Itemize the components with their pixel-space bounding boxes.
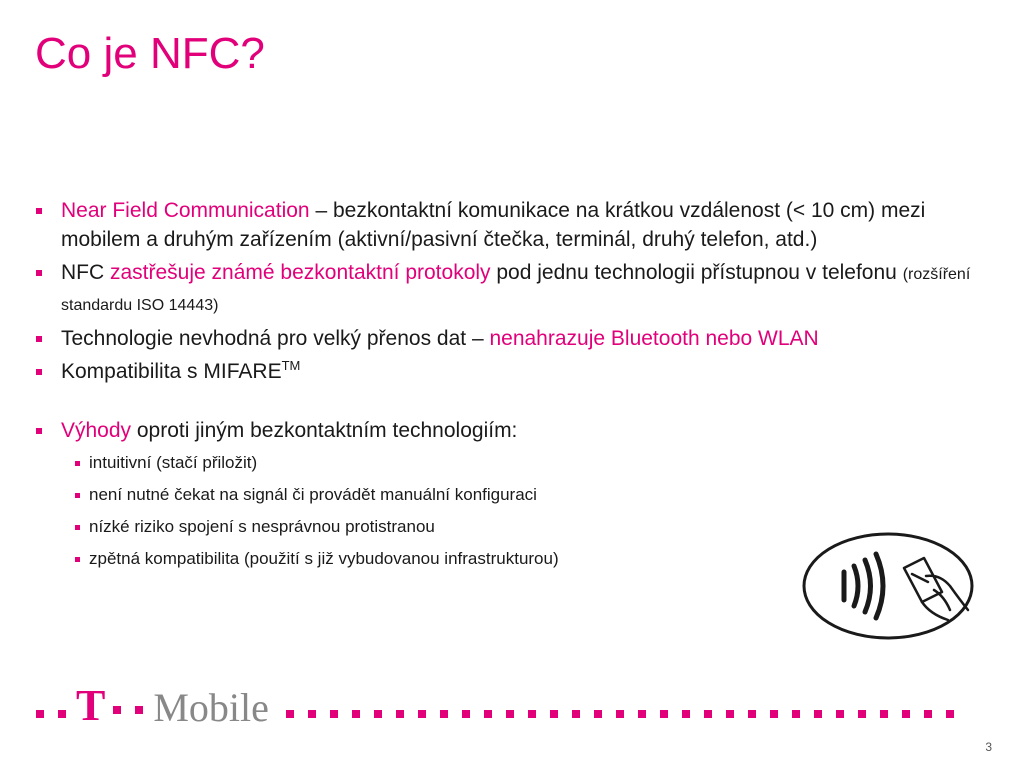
sub-bullet: intuitivní (stačí přiložit) <box>75 451 996 475</box>
footer-dots-left <box>36 710 66 718</box>
bullet-text: – bezkontaktní komunikace na krátkou vzdálenost (< 10 cm) mezi mobilem a druhým zařízením (aktivní/pasivní čtečka, terminál, druhý telefon, atd.) <box>61 199 926 251</box>
bullet-nfc-protocols <box>36 258 996 320</box>
sub-bullet: zpětná kompatibilita (použití s již vybudovanou infrastrukturou) <box>75 547 996 571</box>
sub-bullet: není nutné čekat na signál či provádět manuální konfiguraci <box>75 483 996 507</box>
sub-bullet: nízké riziko spojení s nesprávnou protistranou <box>75 515 996 539</box>
bullet-highlight: Výhody <box>61 419 132 442</box>
bullet-text: oproti jiným bezkontaktním technologiím: <box>131 419 518 442</box>
bullet-nfc-definition <box>36 196 996 254</box>
trademark-sup: TM <box>281 358 301 373</box>
slide-content <box>36 196 996 579</box>
tmobile-logo <box>76 681 269 730</box>
bullet-highlight: nenahrazuje Bluetooth nebo WLAN <box>489 327 819 350</box>
bullet-note: (rozšíření standardu ISO 14443) <box>61 266 971 314</box>
bullet-pre: Technologie nevhodná pro velký přenos dat – <box>61 327 490 350</box>
bullet-mifare <box>36 357 996 386</box>
page-number: 3 <box>985 740 992 754</box>
bullet-data-transfer <box>36 324 996 353</box>
footer-dots-right <box>286 710 954 718</box>
brand-name: Mobile <box>153 685 269 730</box>
bullet-highlight: Near Field Communication <box>61 199 310 222</box>
bullet-list <box>36 196 996 571</box>
footer-brand-bar <box>0 680 1024 730</box>
bullet-highlight: zastřešuje známé bezkontaktní protokoly <box>110 261 491 284</box>
bullet-pre: NFC <box>61 261 110 284</box>
contactless-nfc-icon <box>800 530 976 642</box>
brand-t: T <box>76 681 106 730</box>
bullet-pre: Kompatibilita s MIFARE <box>61 360 282 383</box>
slide-title: Co je NFC? <box>35 29 265 78</box>
bullet-text: pod jednu technologii přístupnou v telefonu <box>490 261 903 284</box>
